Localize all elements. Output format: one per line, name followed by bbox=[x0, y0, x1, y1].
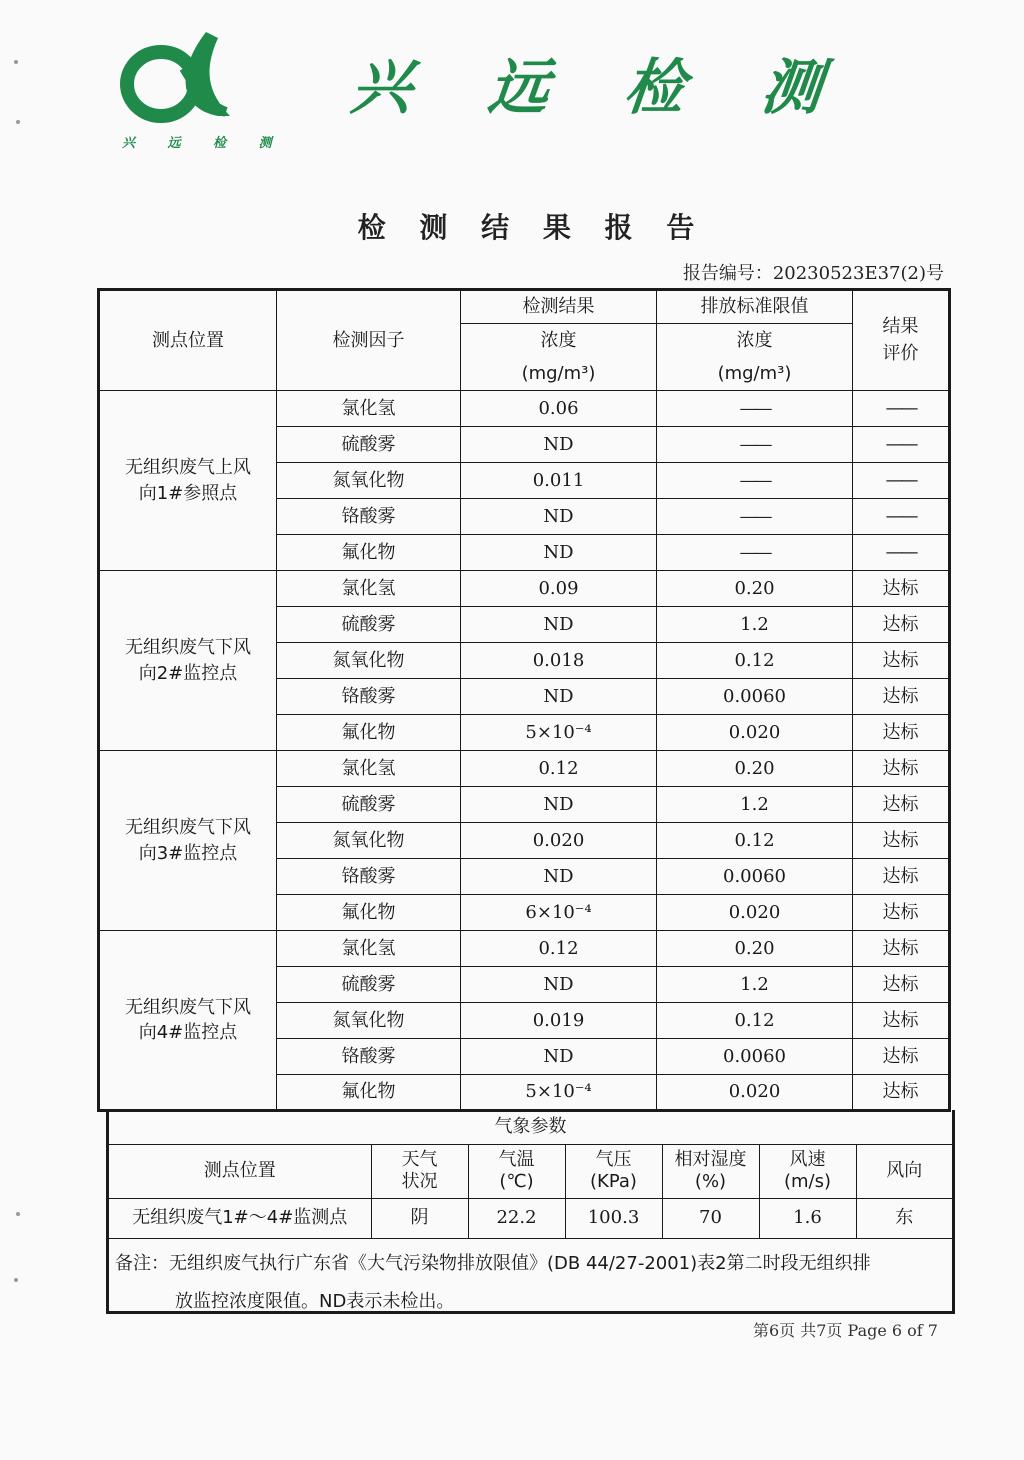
factor-cell: 氮氧化物 bbox=[277, 463, 461, 499]
factor-cell: 氯化氢 bbox=[277, 391, 461, 427]
weather-location: 无组织废气1#～4#监测点 bbox=[109, 1198, 371, 1238]
evaluation-cell: 达标 bbox=[853, 1003, 950, 1039]
result-cell: 0.12 bbox=[461, 931, 657, 967]
result-cell: 0.06 bbox=[461, 391, 657, 427]
factor-cell: 铬酸雾 bbox=[277, 679, 461, 715]
weather-header-temp-text: 气温(℃) bbox=[498, 1148, 535, 1192]
evaluation-cell: 达标 bbox=[853, 787, 950, 823]
weather-header-sky-text: 天气状况 bbox=[401, 1148, 438, 1192]
evaluation-cell: 达标 bbox=[853, 643, 950, 679]
evaluation-cell: —— bbox=[853, 535, 950, 571]
factor-cell: 氟化物 bbox=[277, 1075, 461, 1111]
evaluation-cell: 达标 bbox=[853, 895, 950, 931]
weather-header-wind-speed-text: 风速(m/s) bbox=[783, 1148, 832, 1192]
factor-cell: 铬酸雾 bbox=[277, 859, 461, 895]
evaluation-cell: 达标 bbox=[853, 571, 950, 607]
limit-cell: 1.2 bbox=[657, 787, 853, 823]
report-title: 检 测 结 果 报 告 bbox=[357, 211, 707, 244]
location-cell bbox=[99, 571, 277, 751]
brand-char: 远 bbox=[484, 53, 552, 123]
punch-hole bbox=[14, 60, 18, 64]
factor-cell: 硫酸雾 bbox=[277, 427, 461, 463]
factor-cell: 氯化氢 bbox=[277, 571, 461, 607]
result-cell: 0.020 bbox=[461, 823, 657, 859]
limit-cell: 0.12 bbox=[657, 823, 853, 859]
header-limit-unit: (mg/m³) bbox=[657, 358, 853, 391]
location-cell bbox=[99, 751, 277, 931]
factor-cell: 氮氧化物 bbox=[277, 643, 461, 679]
location-text: 无组织废气下风向4#监控点 bbox=[125, 996, 251, 1043]
limit-cell: 0.0060 bbox=[657, 679, 853, 715]
limit-cell: 0.0060 bbox=[657, 859, 853, 895]
factor-cell: 氯化氢 bbox=[277, 751, 461, 787]
page-footer: 第6页 共7页 Page 6 of 7 bbox=[752, 1321, 938, 1340]
evaluation-cell: —— bbox=[853, 391, 950, 427]
brand-char: 测 bbox=[757, 53, 826, 123]
header-limit: 排放标准限值 bbox=[657, 290, 853, 324]
weather-header-humidity bbox=[662, 1144, 759, 1198]
result-cell: 0.12 bbox=[461, 751, 657, 787]
limit-cell: 1.2 bbox=[657, 607, 853, 643]
weather-temp: 22.2 bbox=[468, 1198, 565, 1238]
result-cell: 5×10⁻⁴ bbox=[461, 715, 657, 751]
brand-char: 兴 bbox=[347, 53, 416, 123]
header-result: 检测结果 bbox=[461, 290, 657, 324]
header-result-unit: (mg/m³) bbox=[461, 358, 657, 391]
factor-cell: 硫酸雾 bbox=[277, 607, 461, 643]
header-eval bbox=[853, 290, 950, 391]
weather-header-wind-speed bbox=[759, 1144, 856, 1198]
table-row bbox=[99, 931, 950, 967]
limit-cell: 0.20 bbox=[657, 751, 853, 787]
limit-cell: 1.2 bbox=[657, 967, 853, 1003]
remark-line-2: 放监控浓度限值。ND表示未检出。 bbox=[175, 1290, 455, 1312]
report-number: 报告编号：20230523E37(2)号 bbox=[682, 263, 944, 284]
limit-cell: 0.20 bbox=[657, 931, 853, 967]
factor-cell: 氟化物 bbox=[277, 895, 461, 931]
limit-cell: —— bbox=[657, 499, 853, 535]
weather-table bbox=[109, 1110, 952, 1239]
punch-hole bbox=[14, 1278, 18, 1282]
evaluation-cell: 达标 bbox=[853, 607, 950, 643]
location-text: 无组织废气下风向2#监控点 bbox=[125, 637, 251, 684]
evaluation-cell: —— bbox=[853, 499, 950, 535]
result-cell: ND bbox=[461, 859, 657, 895]
weather-pressure: 100.3 bbox=[565, 1198, 662, 1238]
location-text: 无组织废气下风向3#监控点 bbox=[125, 817, 251, 864]
limit-cell: —— bbox=[657, 535, 853, 571]
factor-cell: 氟化物 bbox=[277, 715, 461, 751]
result-cell: ND bbox=[461, 967, 657, 1003]
brand-name bbox=[347, 40, 826, 126]
weather-wind-dir: 东 bbox=[856, 1198, 952, 1238]
header-location: 测点位置 bbox=[99, 290, 277, 391]
evaluation-cell: 达标 bbox=[853, 1039, 950, 1075]
weather-sky: 阴 bbox=[371, 1198, 468, 1238]
limit-cell: 0.020 bbox=[657, 1075, 853, 1111]
results-table bbox=[97, 288, 951, 1112]
result-cell: 0.09 bbox=[461, 571, 657, 607]
evaluation-cell: —— bbox=[853, 427, 950, 463]
limit-cell: —— bbox=[657, 427, 853, 463]
limit-cell: 0.20 bbox=[657, 571, 853, 607]
weather-header-sky bbox=[371, 1144, 468, 1198]
weather-header-pressure bbox=[565, 1144, 662, 1198]
location-cell bbox=[99, 391, 277, 571]
limit-cell: —— bbox=[657, 391, 853, 427]
weather-humidity: 70 bbox=[662, 1198, 759, 1238]
location-cell bbox=[99, 931, 277, 1111]
limit-cell: 0.020 bbox=[657, 715, 853, 751]
brand-char: 检 bbox=[621, 53, 689, 123]
factor-cell: 铬酸雾 bbox=[277, 499, 461, 535]
result-cell: 0.018 bbox=[461, 643, 657, 679]
table-row bbox=[99, 391, 950, 427]
evaluation-cell: 达标 bbox=[853, 751, 950, 787]
result-cell: ND bbox=[461, 1039, 657, 1075]
result-cell: ND bbox=[461, 787, 657, 823]
result-cell: 5×10⁻⁴ bbox=[461, 1075, 657, 1111]
weather-header-humidity-text: 相对湿度(%) bbox=[674, 1148, 747, 1192]
punch-hole bbox=[16, 120, 20, 124]
weather-header-pressure-text: 气压(KPa) bbox=[590, 1148, 637, 1192]
result-cell: 6×10⁻⁴ bbox=[461, 895, 657, 931]
weather-box bbox=[106, 1110, 955, 1314]
header-factor: 检测因子 bbox=[277, 290, 461, 391]
result-cell: ND bbox=[461, 679, 657, 715]
evaluation-cell: 达标 bbox=[853, 931, 950, 967]
limit-cell: —— bbox=[657, 463, 853, 499]
factor-cell: 氯化氢 bbox=[277, 931, 461, 967]
limit-cell: 0.12 bbox=[657, 1003, 853, 1039]
evaluation-cell: —— bbox=[853, 463, 950, 499]
logo-caption: 兴 远 检 测 bbox=[122, 136, 286, 151]
header-limit-conc: 浓度 bbox=[657, 324, 853, 358]
punch-hole bbox=[16, 1212, 20, 1216]
factor-cell: 硫酸雾 bbox=[277, 967, 461, 1003]
evaluation-cell: 达标 bbox=[853, 967, 950, 1003]
remark bbox=[109, 1239, 952, 1321]
evaluation-cell: 达标 bbox=[853, 823, 950, 859]
evaluation-cell: 达标 bbox=[853, 715, 950, 751]
header-result-conc: 浓度 bbox=[461, 324, 657, 358]
weather-header-location: 测点位置 bbox=[109, 1144, 371, 1198]
table-row bbox=[99, 751, 950, 787]
factor-cell: 铬酸雾 bbox=[277, 1039, 461, 1075]
evaluation-cell: 达标 bbox=[853, 859, 950, 895]
header-eval-text: 结果评价 bbox=[882, 316, 919, 364]
limit-cell: 0.0060 bbox=[657, 1039, 853, 1075]
result-cell: ND bbox=[461, 607, 657, 643]
result-cell: ND bbox=[461, 427, 657, 463]
factor-cell: 硫酸雾 bbox=[277, 787, 461, 823]
factor-cell: 氮氧化物 bbox=[277, 1003, 461, 1039]
remark-line-1: 备注：无组织废气执行广东省《大气污染物排放限值》(DB 44/27-2001)表2第二时段无组织排 bbox=[115, 1252, 871, 1274]
weather-header-temp bbox=[468, 1144, 565, 1198]
result-cell: ND bbox=[461, 499, 657, 535]
result-cell: ND bbox=[461, 535, 657, 571]
weather-wind-speed: 1.6 bbox=[759, 1198, 856, 1238]
weather-header-wind-dir: 风向 bbox=[856, 1144, 952, 1198]
table-row bbox=[99, 571, 950, 607]
factor-cell: 氟化物 bbox=[277, 535, 461, 571]
evaluation-cell: 达标 bbox=[853, 1075, 950, 1111]
limit-cell: 0.12 bbox=[657, 643, 853, 679]
evaluation-cell: 达标 bbox=[853, 679, 950, 715]
limit-cell: 0.020 bbox=[657, 895, 853, 931]
location-text: 无组织废气上风向1#参照点 bbox=[125, 457, 251, 504]
result-cell: 0.019 bbox=[461, 1003, 657, 1039]
factor-cell: 氮氧化物 bbox=[277, 823, 461, 859]
weather-title: 气象参数 bbox=[109, 1110, 952, 1144]
result-cell: 0.011 bbox=[461, 463, 657, 499]
